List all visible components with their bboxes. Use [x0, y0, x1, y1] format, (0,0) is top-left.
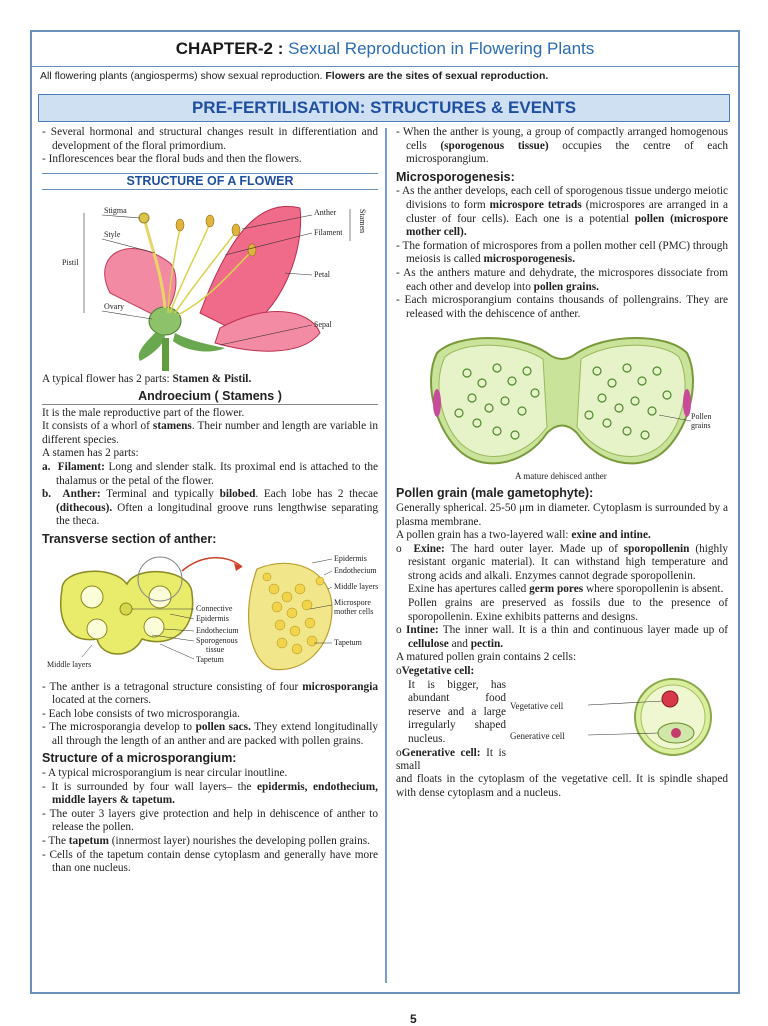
section-banner: PRE-FERTILISATION: STRUCTURES & EVENTS: [38, 94, 730, 122]
ts-label-endothecium-r: Endothecium: [334, 565, 377, 575]
label-grains: grains: [691, 421, 711, 431]
bullet: [42, 808, 378, 835]
item-text: The hard outer layer. Made up of: [444, 542, 624, 555]
bullet: [396, 294, 728, 321]
exine-p2-a: Exine has apertures called: [408, 583, 530, 596]
item-term: Anther:: [62, 488, 101, 501]
bullet: [396, 240, 728, 267]
andro-p2-c: . Their number and length are variable in different species.: [42, 420, 378, 446]
bullet: - Inflorescences bear the floral buds and then the flowers.: [42, 153, 378, 167]
pollen-p2-b: exine and intine.: [571, 529, 651, 542]
label-anther: Anther: [314, 208, 337, 218]
ts-label-epidermis: Epidermis: [196, 613, 229, 623]
bullet: [42, 767, 378, 781]
pollen-sac: [149, 586, 171, 608]
page-frame: [30, 30, 740, 1026]
androecium-heading: Androecium ( Stamens ): [42, 390, 378, 405]
andro-para-3: A stamen has 2 parts:: [42, 447, 139, 460]
bullet-bold: epidermis, endothecium, middle layers & tapetum.: [52, 780, 378, 807]
veg-text: It is bigger, has abundant food reserve and a large irregularly shaped nucleus.: [408, 678, 506, 745]
andro-p2-a: It consists of a whorl of: [42, 420, 153, 433]
anther-item: [42, 488, 378, 529]
matured-para: A matured pollen grain contains 2 cells:: [396, 651, 577, 664]
bullet: [42, 835, 378, 849]
pollen-para-1: Generally spherical. 25-50 μm in diameter. Cytoplasm is surrounded by a plasma membrane.: [396, 501, 728, 528]
bullet-bold: (sporogenous tissue): [440, 139, 549, 152]
label-ovary: Ovary: [104, 302, 124, 312]
bullet-text: located at the corners.: [52, 694, 152, 707]
ts-label-tissue: tissue: [206, 644, 225, 654]
bullet-text: occupies the centre of each microsporangium.: [406, 139, 728, 166]
label-vegetative-cell: Vegetative cell: [510, 701, 564, 712]
ts-label-middle-layers: Middle layers: [47, 659, 92, 669]
flower-heading: STRUCTURE OF A FLOWER: [42, 173, 378, 191]
pollen-para-2: [396, 529, 728, 543]
bullet: [42, 781, 378, 808]
micro-heading: Structure of a microsporangium:: [42, 751, 237, 766]
two-parts-text: A typical flower has 2 parts:: [42, 373, 173, 386]
chapter-subject: Sexual Reproduction in Flowering Plants: [288, 39, 595, 58]
label-pistil: Pistil: [62, 258, 79, 268]
chapter-header: [32, 32, 738, 67]
flower-diagram: [50, 193, 370, 371]
bullet-text: A typical microsporangium is near circular inoutline.: [47, 767, 288, 780]
bullet: - Several hormonal and structural changes result in differentiation and development of the floral primordium.: [42, 126, 378, 153]
ts-label-sporogenous: Sporogenous: [196, 635, 238, 645]
bullet-text: Each microsporangium contains thousands of pollengrains. They are released with the dehiscence of anther.: [404, 294, 728, 320]
bullet-text: The anther is a tetragonal structure consisting of four: [49, 680, 303, 693]
item-marker: o: [396, 542, 402, 555]
bullet-text: The outer 3 layers give protection and help in dehiscence of anther to release the pollen.: [49, 807, 378, 834]
column-divider: [385, 128, 387, 983]
label-filament: Filament: [314, 228, 343, 238]
bullet-text: As the anther develops, each cell of sporogenous tissue undergo meiotic divisions to form: [402, 185, 729, 211]
pollen-sac: [81, 586, 103, 608]
ts-label-middle-layers-r: Middle layers: [334, 581, 378, 591]
two-cells-block: [396, 665, 728, 773]
ts-label-tapetum: Tapetum: [196, 654, 224, 664]
label-style: Style: [104, 230, 121, 240]
gen-text: and floats in the cytoplasm of the vegetative cell. It is spindle shaped with dense cytoplasm and a nucleus.: [396, 773, 728, 799]
pollen-heading-text: Pollen grain (male gametophyte): [396, 486, 590, 501]
bullet-text: The: [48, 835, 69, 848]
item-text: Long and slender stalk. Its proximal end is attached to the thalamus or the petal of the flower.: [56, 460, 379, 487]
item-marker: a.: [42, 460, 51, 473]
exine-item: [396, 543, 728, 584]
bullet: [396, 267, 728, 294]
bullet: [42, 681, 378, 708]
intro-line: [40, 70, 548, 82]
item-term: Filament:: [57, 460, 105, 473]
bullet-bold: microspore tetrads: [489, 198, 582, 211]
item-term: Exine:: [413, 542, 445, 555]
item-text: Often a longitudinal groove runs lengthwise separating the theca.: [56, 501, 378, 528]
dehisced-caption: A mature dehisced anther: [515, 471, 607, 482]
label-stigma: Stigma: [104, 206, 127, 216]
bullet-text: The formation of microspores from a pollen mother cell (PMC) through meiosis is called: [402, 239, 728, 266]
bullet-bold: pollen sacs.: [195, 721, 251, 734]
pollen-sac: [87, 619, 107, 639]
item-text: (highly resistant organic material). It can withstand high temperature and strong acids and alkali. Enzymes cannot degrade sporopollenin.: [408, 542, 728, 582]
item-text: and: [448, 637, 471, 650]
right-column: [396, 126, 728, 800]
anther-ts-diagram: [42, 549, 378, 679]
label-petal: Petal: [314, 270, 330, 280]
bullet-text: As the anthers mature and dehydrate, the microspores dissociate from each other and develop into: [403, 266, 728, 293]
chapter-title: [32, 32, 738, 66]
bullet-text: Cells of the tapetum contain dense cytoplasm and generally have more than one nucleus.: [49, 848, 378, 875]
ts-label-microspore: Microspore: [334, 597, 371, 607]
label-pollen: Pollen: [691, 412, 712, 422]
item-marker: o: [396, 746, 402, 759]
bullet-bold: microsporogenesis.: [483, 253, 576, 266]
bullet-text: Each lobe consists of two microsporangia.: [48, 707, 240, 720]
bullet-text: (microspores are arranged in a cluster of four cells). Each one is a potential: [406, 198, 728, 225]
arrow-line: [182, 557, 242, 570]
bullet-bold: pollen grains.: [533, 280, 599, 293]
exine-para-2: [396, 583, 728, 597]
pollen-heading-colon: :: [589, 486, 594, 501]
filament-item: [42, 461, 378, 488]
andro-para-2: [42, 420, 378, 447]
cells-text: [396, 665, 506, 774]
item-text: Terminal and typically: [100, 488, 220, 501]
bullet-text: The microsporangia develop to: [49, 721, 196, 734]
generative-nucleus: [671, 728, 681, 738]
ts-label-epidermis-r: Epidermis: [334, 553, 367, 563]
bullet-bold: pollen (microspore mother cell).: [406, 212, 729, 239]
bullet: [42, 721, 378, 748]
bullet-bold: tapetum: [68, 835, 109, 848]
item-bold: (dithecous).: [56, 501, 113, 514]
intine-item: [396, 624, 728, 651]
ts-label-mother-cells: mother cells: [334, 606, 374, 616]
connective-shape: [120, 603, 132, 615]
pollen-heading: [396, 487, 728, 501]
pollen-cells-diagram: [508, 669, 728, 769]
two-parts-bold: Stamen & Pistil.: [172, 373, 252, 386]
bullet: [42, 708, 378, 722]
vegetative-nucleus: [662, 691, 678, 707]
two-parts-line: [42, 373, 378, 387]
bullet-bold: microsporangia: [302, 680, 378, 693]
item-marker: o: [396, 665, 402, 678]
item-marker: b.: [42, 488, 52, 501]
microsporogenesis-heading: Microsporogenesis:: [396, 169, 515, 184]
item-bold: pectin.: [470, 637, 504, 650]
chapter-label: CHAPTER-2 :: [175, 39, 284, 58]
item-text: It is small: [396, 746, 507, 773]
label-sepal: Sepal: [314, 320, 332, 330]
dehisced-anther-diagram: [397, 323, 727, 483]
gen-item: [396, 747, 506, 774]
enlarged-section: [249, 563, 332, 669]
page-number: 5: [410, 1012, 417, 1026]
ts-heading: Transverse section of anther:: [42, 531, 217, 546]
bullet: [396, 185, 728, 239]
sepal-left: [139, 333, 165, 361]
label-generative-cell: Generative cell: [510, 731, 565, 742]
item-bold: cellulose: [408, 637, 449, 650]
bullet: [396, 126, 728, 167]
bullet-text: (innermost layer) nourishes the developing pollen grains.: [108, 835, 370, 848]
item-term: Vegetative cell:: [401, 665, 475, 678]
pedicel-shape: [162, 338, 169, 371]
left-column: [42, 126, 378, 876]
ts-label-tapetum-r: Tapetum: [334, 637, 362, 647]
stigma-shape: [139, 213, 149, 223]
item-bold: bilobed: [219, 488, 256, 501]
bullet: [42, 849, 378, 876]
bullet-text: It is surrounded by four wall layers– the: [51, 780, 257, 793]
item-marker: o: [396, 624, 402, 637]
exine-p2-b: germ pores: [529, 583, 584, 596]
item-text: The inner wall. It is a thin and continuous layer made up of: [438, 624, 728, 637]
pollen-sac: [144, 617, 164, 637]
ts-label-connective: Connective: [196, 603, 233, 613]
intro-bold: Flowers are the sites of sexual reproduction.: [325, 70, 549, 82]
veg-item: [396, 665, 506, 679]
exine-p2-c: where sporopollenin is absent.: [583, 583, 724, 596]
item-text: . Each lobe has 2 thecae: [255, 488, 379, 501]
bullet-text: When the anther is young, a group of compactly arranged homogenous cells: [402, 126, 728, 152]
andro-para-1: It is the male reproductive part of the flower.: [42, 406, 245, 419]
pollen-p2-a: A pollen grain has a two-layered wall:: [396, 529, 572, 542]
ts-label-endothecium: Endothecium: [196, 625, 239, 635]
item-term: Intine:: [405, 624, 439, 637]
item-term: Generative cell:: [401, 746, 481, 759]
label-stamen: Stamen: [358, 209, 367, 234]
intro-text: All flowering plants (angiosperms) show sexual reproduction.: [40, 70, 326, 82]
andro-p2-b: stamens: [152, 420, 192, 433]
bullet-text: They extend longitudinally all through the length of an anther and are packed with pollen grains.: [52, 721, 378, 747]
item-bold: sporopollenin: [623, 542, 690, 555]
exine-para-3: Pollen grains are preserved as fossils due to the presence of sporopollenin. Exine exhibits patterns and designs.: [408, 597, 728, 623]
